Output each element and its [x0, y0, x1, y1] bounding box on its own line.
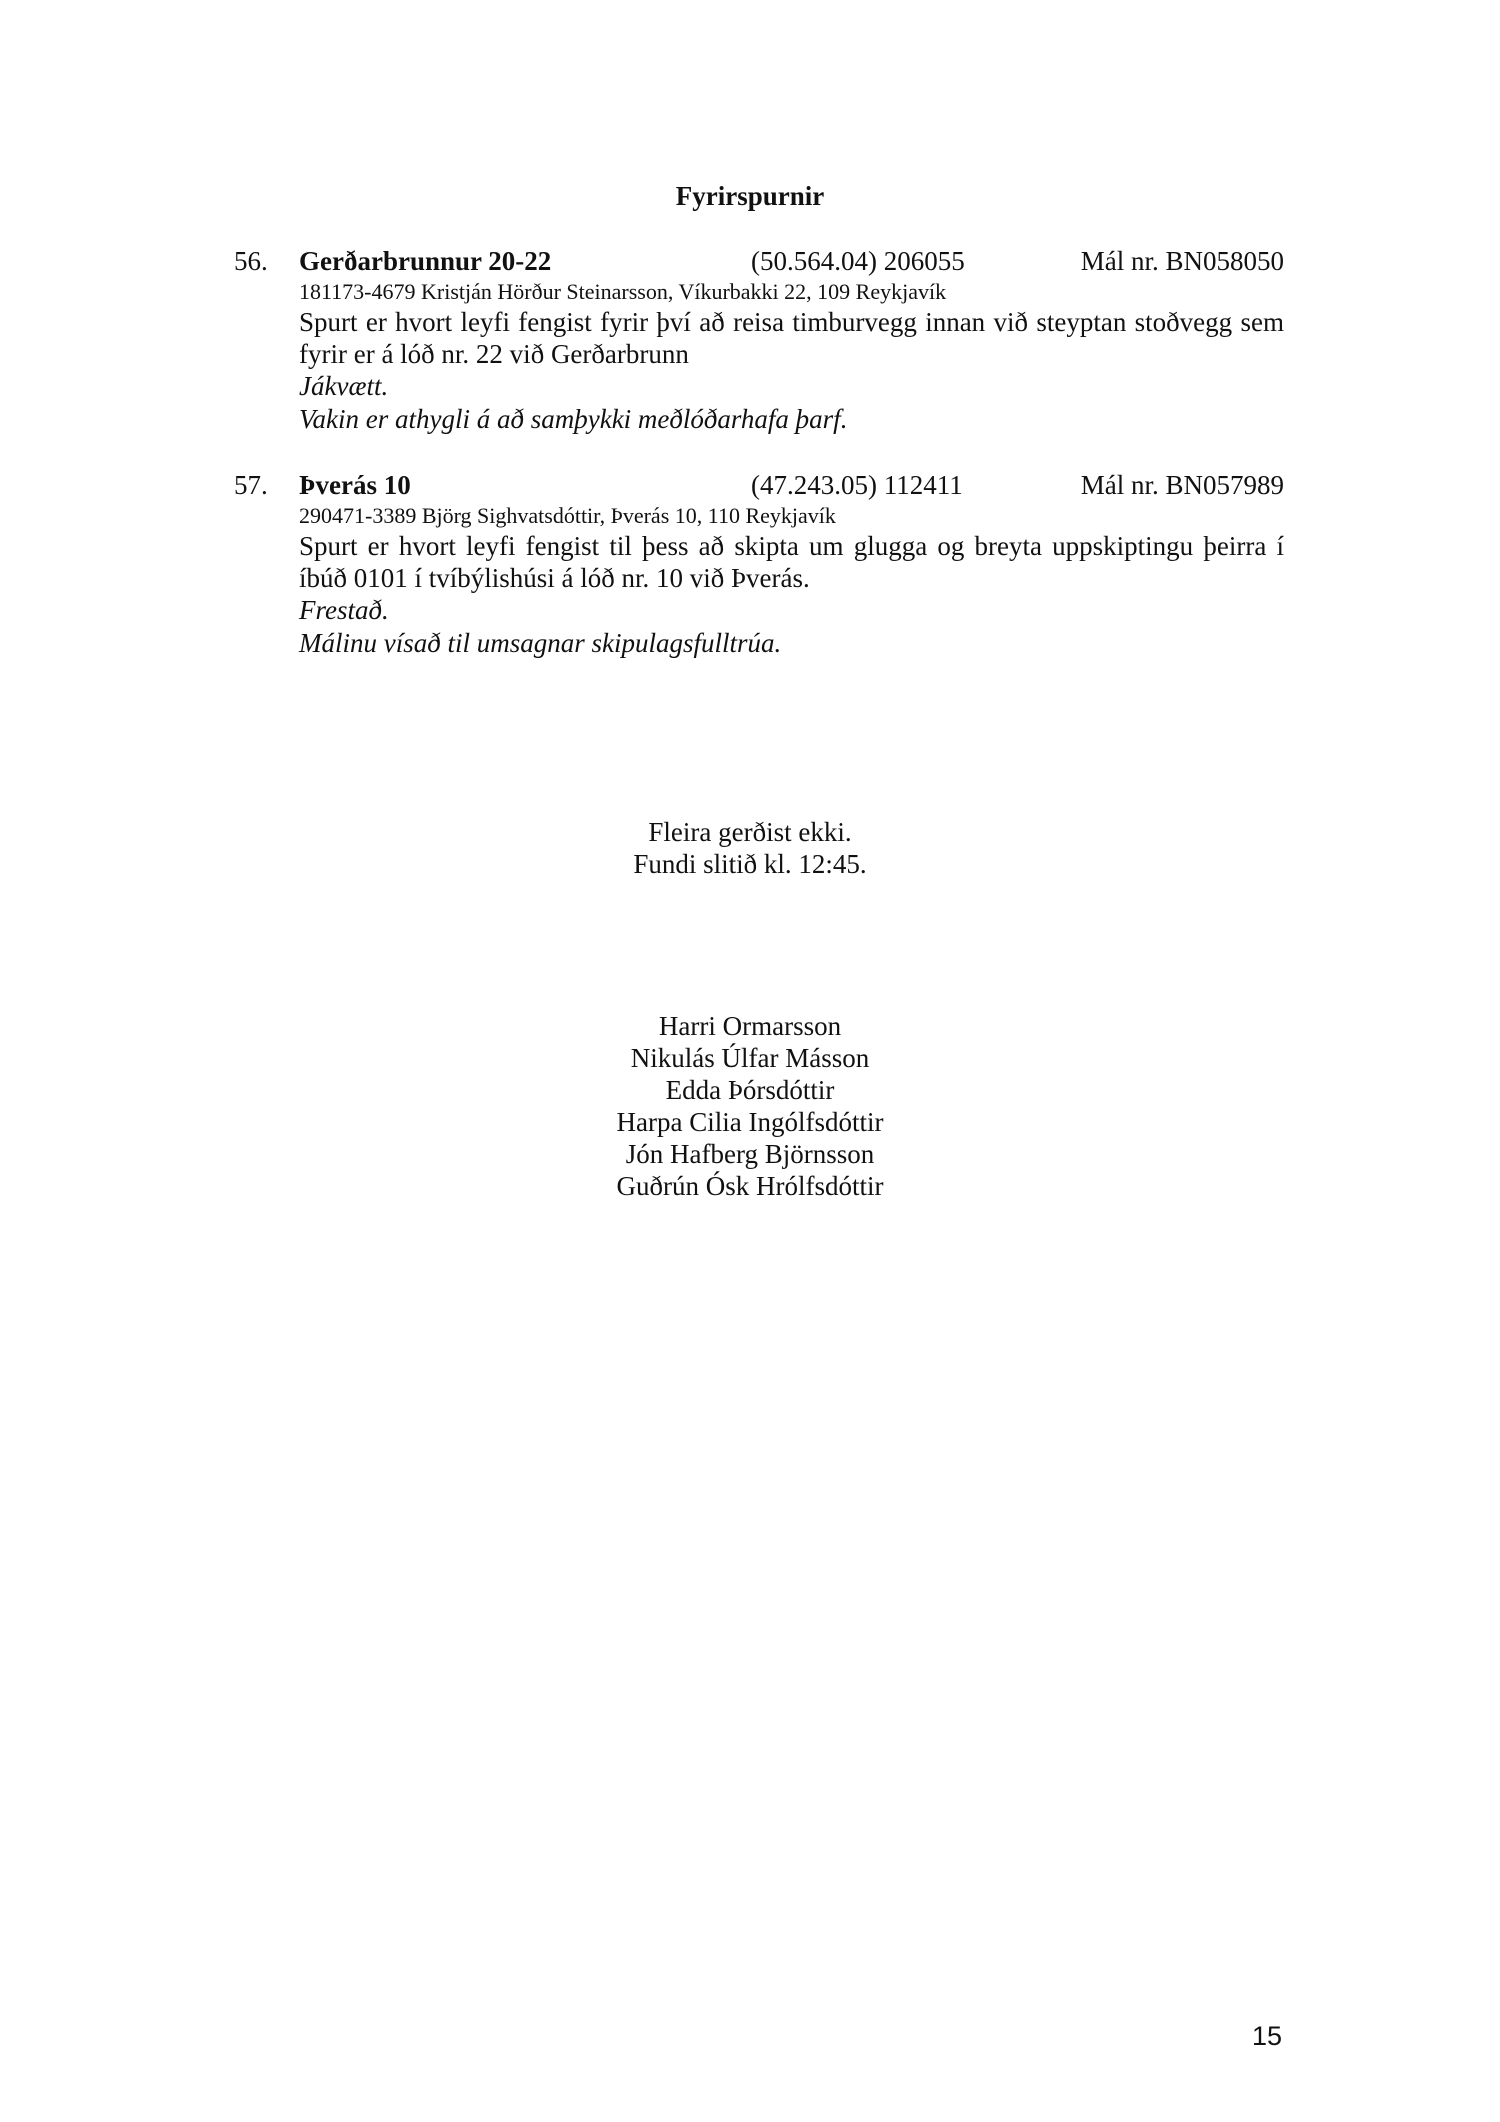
case-decision: Frestað. [299, 595, 389, 625]
signature-name: Jón Hafberg Björnsson [625, 1139, 875, 1169]
case-description: Spurt er hvort leyfi fengist fyrir því að reisa timburvegg innan við steyptan stoðvegg sem fyrir er á lóð nr. 22 við Gerðarbrunn [299, 307, 1284, 369]
case-header [234, 468, 1284, 502]
signature-name: Harpa Cilia Ingólfsdóttir [616, 1107, 884, 1137]
signature-name: Guðrún Ósk Hrólfsdóttir [616, 1171, 884, 1201]
case-item [234, 244, 1284, 436]
case-land-id: (47.243.05) 112411 [751, 470, 963, 500]
case-number-ref: Mál nr. BN058050 [1080, 246, 1284, 276]
case-header [234, 244, 1284, 278]
signature-name: Nikulás Úlfar Másson [630, 1043, 870, 1073]
section-heading: Fyrirspurnir [675, 181, 825, 211]
signature-name: Edda Þórsdóttir [665, 1075, 835, 1105]
closing-block [0, 816, 1500, 880]
case-decision: Jákvætt. [299, 371, 389, 401]
case-land-id: (50.564.04) 206055 [751, 246, 965, 276]
signature-name: Harri Ormarsson [658, 1011, 842, 1041]
case-address: Þverás 10 [299, 470, 411, 500]
case-note: Vakin er athygli á að samþykki meðlóðarhafa þarf. [299, 404, 848, 434]
case-note: Málinu vísað til umsagnar skipulagsfulltrúa. [299, 628, 782, 658]
page-number: 15 [1251, 2021, 1282, 2051]
case-applicant: 181173-4679 Kristján Hörður Steinarsson, Víkurbakki 22, 109 Reykjavík [299, 279, 947, 304]
case-address: Gerðarbrunnur 20-22 [299, 246, 552, 276]
case-item [234, 468, 1284, 660]
signature-list [0, 1010, 1500, 1202]
case-body [299, 502, 1284, 660]
case-number: 56. [234, 246, 268, 276]
case-number-ref: Mál nr. BN057989 [1080, 470, 1284, 500]
case-applicant: 290471-3389 Björg Sighvatsdóttir, Þverás 10, 110 Reykjavík [299, 503, 836, 528]
closing-line: Fleira gerðist ekki. [648, 817, 852, 847]
case-number: 57. [234, 470, 268, 500]
case-body [299, 278, 1284, 436]
closing-line: Fundi slitið kl. 12:45. [633, 849, 867, 879]
case-description: Spurt er hvort leyfi fengist til þess að skipta um glugga og breyta uppskiptingu þeirra í íbúð 0101 í tvíbýlishúsi á lóð nr. 10 við Þverás. [299, 531, 1284, 593]
